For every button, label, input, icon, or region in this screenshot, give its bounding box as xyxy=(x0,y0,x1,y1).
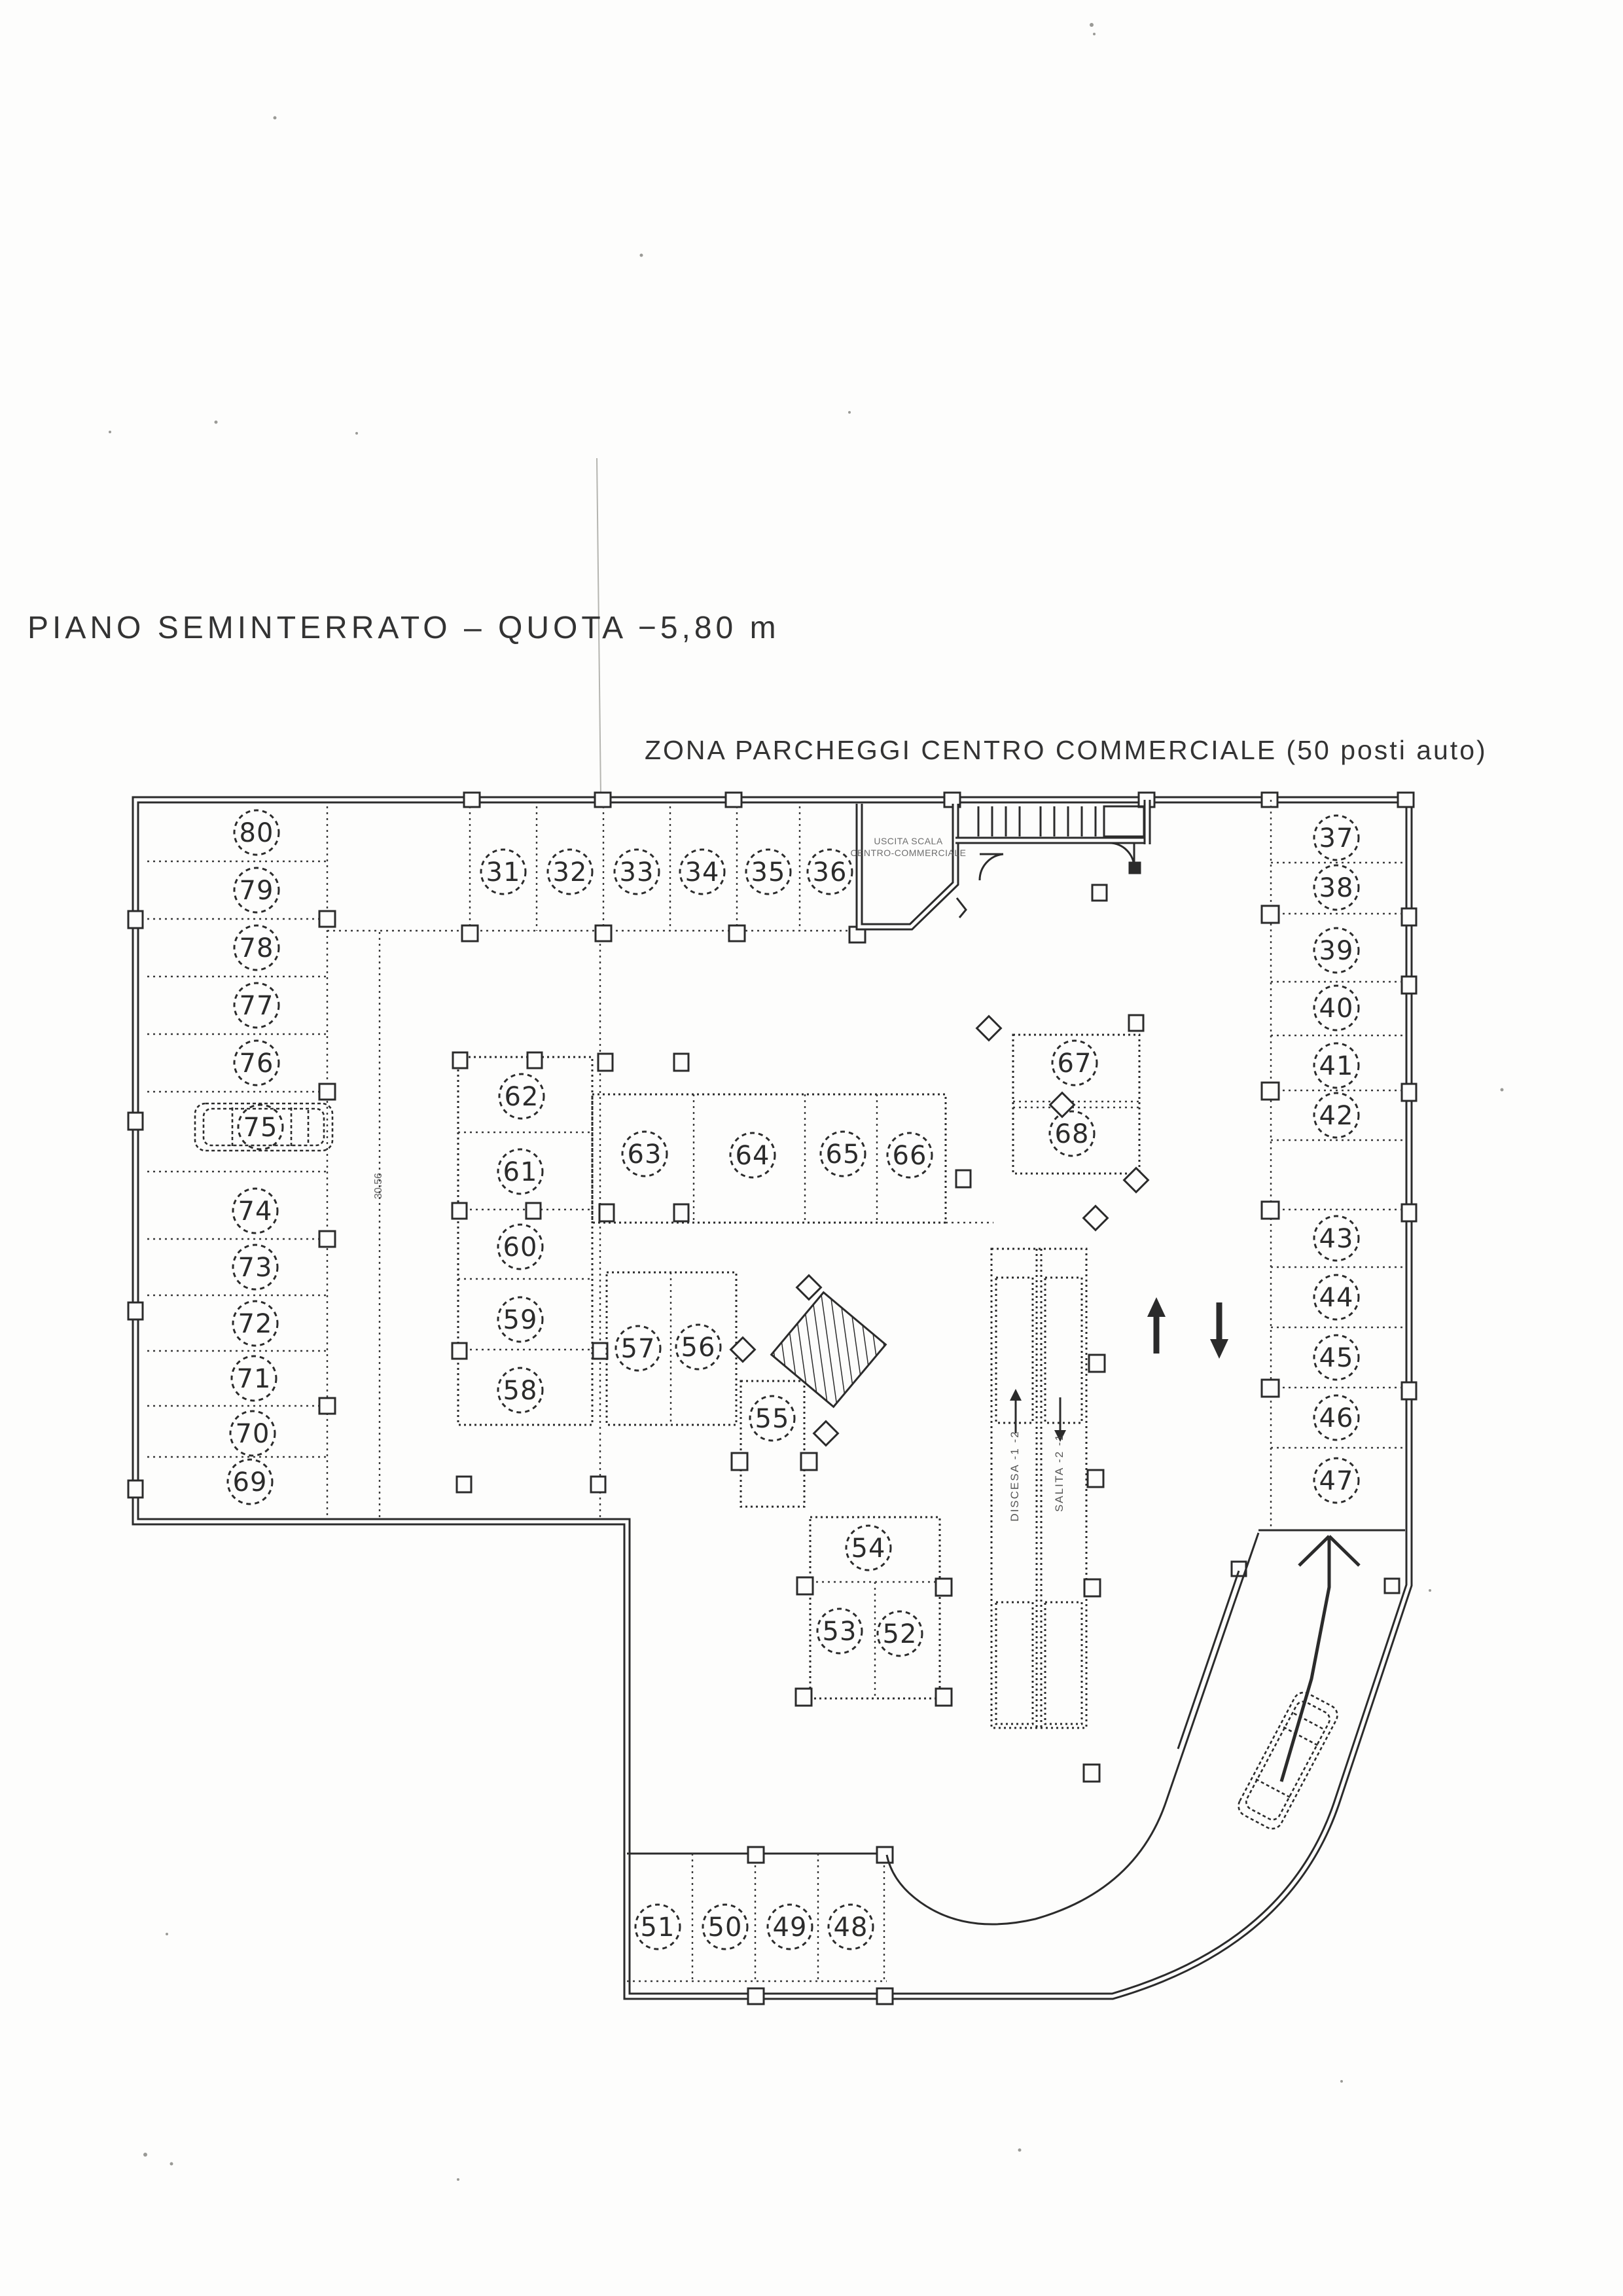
svg-text:50: 50 xyxy=(707,1912,743,1943)
stall-73 xyxy=(233,1245,277,1289)
stall-51 xyxy=(635,1905,680,1949)
svg-text:44: 44 xyxy=(1319,1283,1354,1313)
stair-room-label-1: USCITA SCALA xyxy=(874,836,943,846)
svg-text:41: 41 xyxy=(1319,1051,1354,1081)
aisle-lines xyxy=(373,932,600,1517)
stall-75 xyxy=(238,1105,283,1149)
svg-text:79: 79 xyxy=(239,876,274,906)
stall-78 xyxy=(234,925,279,970)
stall-79 xyxy=(234,868,279,912)
stall-34 xyxy=(680,850,724,894)
stall-40 xyxy=(1314,986,1359,1030)
svg-text:40: 40 xyxy=(1319,994,1354,1024)
island-b xyxy=(592,1054,993,1223)
stair-room-label-2: CENTRO-COMMERCIALE xyxy=(850,848,967,858)
svg-text:80: 80 xyxy=(239,818,274,848)
svg-text:39: 39 xyxy=(1319,936,1354,966)
stall-33 xyxy=(615,850,659,894)
svg-text:48: 48 xyxy=(833,1912,868,1943)
stall-56 xyxy=(676,1325,721,1369)
svg-text:45: 45 xyxy=(1319,1343,1354,1373)
central-ramp xyxy=(991,1249,1105,1782)
svg-text:36: 36 xyxy=(812,857,847,888)
svg-text:47: 47 xyxy=(1319,1466,1354,1496)
left-stall-column xyxy=(147,806,335,1517)
svg-text:77: 77 xyxy=(239,991,274,1021)
stall-74 xyxy=(233,1189,277,1233)
svg-text:69: 69 xyxy=(232,1467,268,1498)
stall-45 xyxy=(1314,1335,1359,1380)
lane-arrow-down-icon xyxy=(1010,1389,1022,1433)
stall-55 xyxy=(750,1396,794,1441)
stall-62 xyxy=(499,1074,544,1119)
stall-57 xyxy=(616,1326,660,1371)
ramp-hatch-upper-left xyxy=(996,1278,1033,1423)
svg-text:76: 76 xyxy=(239,1049,274,1079)
svg-text:67: 67 xyxy=(1057,1049,1092,1079)
svg-text:37: 37 xyxy=(1319,823,1354,853)
stall-37 xyxy=(1314,816,1359,860)
stall-32 xyxy=(548,850,592,894)
svg-text:55: 55 xyxy=(755,1404,790,1434)
svg-text:65: 65 xyxy=(825,1139,861,1170)
stall-67 xyxy=(1052,1041,1097,1085)
shaft-hatch xyxy=(772,1293,886,1407)
svg-text:52: 52 xyxy=(882,1619,918,1649)
svg-text:73: 73 xyxy=(238,1253,273,1283)
svg-text:34: 34 xyxy=(685,857,720,888)
svg-text:59: 59 xyxy=(503,1305,538,1335)
ramp-hatch-lower-right xyxy=(1045,1602,1082,1724)
stall-41 xyxy=(1314,1043,1359,1088)
svg-text:35: 35 xyxy=(751,857,786,888)
stall-72 xyxy=(233,1301,277,1346)
stall-36 xyxy=(808,850,852,894)
door-leaf xyxy=(957,898,966,918)
svg-text:62: 62 xyxy=(504,1082,539,1112)
svg-text:56: 56 xyxy=(681,1333,716,1363)
svg-text:58: 58 xyxy=(503,1376,538,1406)
stall-68 xyxy=(1050,1111,1094,1156)
page-title: PIANO SEMINTERRATO – QUOTA −5,80 m xyxy=(27,611,780,645)
svg-text:61: 61 xyxy=(503,1157,538,1187)
ramp-down-label: DISCESA -1 -2 xyxy=(1008,1430,1021,1522)
svg-text:46: 46 xyxy=(1319,1403,1354,1433)
ramp-hatch-lower-left xyxy=(996,1602,1033,1724)
stall-66 xyxy=(887,1133,932,1177)
stall-76 xyxy=(234,1041,279,1085)
column-markers xyxy=(457,885,1246,1576)
svg-text:54: 54 xyxy=(851,1534,886,1564)
page-subtitle: ZONA PARCHEGGI CENTRO COMMERCIALE (50 posti auto) xyxy=(645,735,1488,765)
door-swing xyxy=(1109,843,1140,873)
entry-ramp-road xyxy=(887,1533,1359,1924)
svg-text:38: 38 xyxy=(1319,873,1354,903)
svg-text:32: 32 xyxy=(552,857,588,888)
stall-42 xyxy=(1314,1093,1359,1138)
stall-35 xyxy=(746,850,791,894)
svg-text:42: 42 xyxy=(1319,1101,1354,1131)
stall-48 xyxy=(829,1905,873,1949)
stall-61 xyxy=(498,1149,543,1194)
ramp-up-label: SALITA -2 -1 xyxy=(1053,1433,1065,1513)
stall-52 xyxy=(878,1611,922,1656)
stall-38 xyxy=(1314,865,1359,910)
stall-53 xyxy=(817,1609,862,1653)
svg-text:51: 51 xyxy=(640,1912,675,1943)
svg-text:74: 74 xyxy=(238,1196,273,1227)
stall-60 xyxy=(498,1225,543,1269)
svg-text:53: 53 xyxy=(822,1617,857,1647)
stall-43 xyxy=(1314,1216,1359,1261)
svg-text:75: 75 xyxy=(243,1113,278,1143)
ramp-hatch-upper-right xyxy=(1045,1278,1082,1423)
stall-64 xyxy=(730,1133,775,1177)
svg-text:57: 57 xyxy=(620,1334,656,1364)
svg-text:71: 71 xyxy=(236,1364,272,1394)
up-arrow-icon xyxy=(1147,1297,1166,1354)
svg-text:68: 68 xyxy=(1054,1119,1090,1149)
stall-47 xyxy=(1314,1458,1359,1503)
svg-text:78: 78 xyxy=(239,933,274,963)
svg-text:66: 66 xyxy=(892,1141,927,1171)
svg-text:63: 63 xyxy=(627,1139,662,1170)
staircase xyxy=(955,800,1150,918)
stall-50 xyxy=(703,1905,747,1949)
stall-77 xyxy=(234,983,279,1028)
stall-70 xyxy=(230,1411,275,1456)
stall-39 xyxy=(1314,928,1359,973)
svg-text:72: 72 xyxy=(238,1309,273,1339)
stall-46 xyxy=(1314,1395,1359,1440)
svg-text:60: 60 xyxy=(503,1232,538,1263)
svg-text:70: 70 xyxy=(235,1419,270,1449)
svg-text:64: 64 xyxy=(735,1141,770,1171)
stall-55-bay xyxy=(732,1381,817,1507)
door-swing xyxy=(980,854,1003,880)
stall-58 xyxy=(498,1368,543,1412)
svg-text:43: 43 xyxy=(1319,1224,1354,1254)
stall-65 xyxy=(821,1132,865,1176)
entry-arrow-icon xyxy=(1281,1536,1359,1782)
stair-room xyxy=(850,804,966,927)
stall-49 xyxy=(768,1905,812,1949)
down-arrow-icon xyxy=(1210,1302,1228,1359)
island-d xyxy=(1013,1015,1143,1174)
svg-text:33: 33 xyxy=(619,857,654,888)
aisle-dimension: 30.56 xyxy=(373,1172,384,1200)
svg-text:31: 31 xyxy=(486,857,521,888)
stall-63 xyxy=(622,1132,667,1176)
svg-text:49: 49 xyxy=(772,1912,808,1943)
stall-44 xyxy=(1314,1275,1359,1319)
stall-80 xyxy=(234,810,279,855)
stall-31 xyxy=(481,850,526,894)
stall-71 xyxy=(232,1356,276,1401)
scan-speckles xyxy=(109,23,1504,2181)
stall-59 xyxy=(498,1297,543,1342)
stall-54 xyxy=(846,1526,891,1570)
stall-69 xyxy=(228,1460,272,1504)
